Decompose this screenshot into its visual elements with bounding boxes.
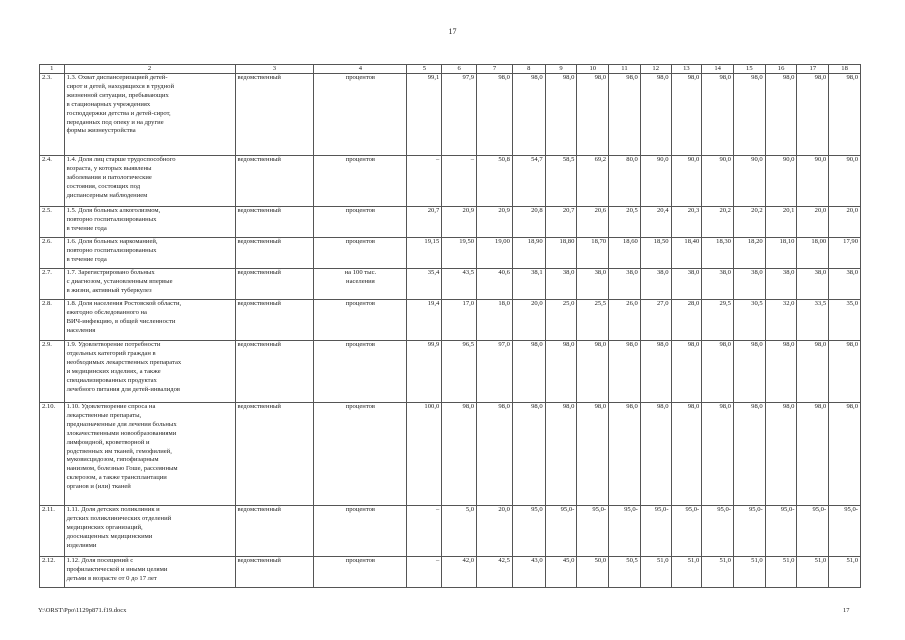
value-cell: 17,90 bbox=[829, 238, 861, 269]
value-cell: 51,0 bbox=[640, 557, 671, 588]
value-cell: 99,1 bbox=[407, 74, 442, 156]
data-source-cell: ведомственный bbox=[235, 269, 314, 300]
unit-cell: процентов bbox=[314, 74, 407, 156]
value-cell: 80,0 bbox=[609, 156, 641, 207]
value-cell: 96,5 bbox=[442, 341, 477, 403]
value-cell: 30,5 bbox=[733, 300, 765, 341]
value-cell: 50,5 bbox=[609, 557, 641, 588]
value-cell: 98,0 bbox=[640, 74, 671, 156]
data-source-cell: ведомственный bbox=[235, 238, 314, 269]
value-cell: 90,0 bbox=[671, 156, 702, 207]
row-number-cell: 2.5. bbox=[40, 207, 65, 238]
table-row bbox=[40, 403, 861, 506]
header-cell: 7 bbox=[477, 65, 513, 74]
value-cell: 18,40 bbox=[671, 238, 702, 269]
value-cell: 20,5 bbox=[609, 207, 641, 238]
data-source-cell: ведомственный bbox=[235, 74, 314, 156]
value-cell: 20,2 bbox=[733, 207, 765, 238]
unit-cell: процентов bbox=[314, 207, 407, 238]
row-number-cell: 2.8. bbox=[40, 300, 65, 341]
value-cell: 18,30 bbox=[702, 238, 734, 269]
indicator-name-cell: 1.9. Удовлетворение потребности отдельных категорий граждан в необходимых лекарственных препаратах и медицинских изделиях, а также специализированных продуктах лечебного питания для детей-инвалидов bbox=[64, 341, 235, 403]
header-row bbox=[40, 65, 861, 74]
value-cell: 98,0 bbox=[545, 74, 577, 156]
header-cell: 17 bbox=[797, 65, 829, 74]
value-cell: 38,0 bbox=[765, 269, 797, 300]
row-number-cell: 2.6. bbox=[40, 238, 65, 269]
value-cell: 19,50 bbox=[442, 238, 477, 269]
page-number-top: 17 bbox=[448, 27, 457, 36]
value-cell: 42,5 bbox=[477, 557, 513, 588]
value-cell: 20,0 bbox=[477, 506, 513, 557]
value-cell: 20,2 bbox=[702, 207, 734, 238]
value-cell: – bbox=[407, 156, 442, 207]
unit-cell: процентов bbox=[314, 300, 407, 341]
value-cell: 38,0 bbox=[640, 269, 671, 300]
value-cell: 35,4 bbox=[407, 269, 442, 300]
header-cell: 9 bbox=[545, 65, 577, 74]
header-cell: 10 bbox=[577, 65, 609, 74]
data-source-cell: ведомственный bbox=[235, 506, 314, 557]
value-cell: 18,50 bbox=[640, 238, 671, 269]
value-cell: 51,0 bbox=[702, 557, 734, 588]
data-source-cell: ведомственный bbox=[235, 300, 314, 341]
value-cell: 90,0 bbox=[733, 156, 765, 207]
value-cell: 38,0 bbox=[797, 269, 829, 300]
value-cell: 18,00 bbox=[797, 238, 829, 269]
value-cell: – bbox=[407, 557, 442, 588]
value-cell: 27,0 bbox=[640, 300, 671, 341]
value-cell: 43,0 bbox=[512, 557, 545, 588]
table-row bbox=[40, 557, 861, 588]
value-cell: 29,5 bbox=[702, 300, 734, 341]
value-cell: 97,0 bbox=[477, 341, 513, 403]
value-cell: 95,0- bbox=[797, 506, 829, 557]
value-cell: 54,7 bbox=[512, 156, 545, 207]
row-number-cell: 2.7. bbox=[40, 269, 65, 300]
value-cell: 18,60 bbox=[609, 238, 641, 269]
value-cell: 98,0 bbox=[477, 403, 513, 506]
unit-cell: процентов bbox=[314, 341, 407, 403]
row-number-cell: 2.9. bbox=[40, 341, 65, 403]
value-cell: 98,0 bbox=[702, 341, 734, 403]
value-cell: 98,0 bbox=[609, 341, 641, 403]
row-number-cell: 2.3. bbox=[40, 74, 65, 156]
value-cell: 51,0 bbox=[797, 557, 829, 588]
value-cell: 18,20 bbox=[733, 238, 765, 269]
value-cell: 38,0 bbox=[609, 269, 641, 300]
value-cell: 95,0- bbox=[829, 506, 861, 557]
header-cell: 16 bbox=[765, 65, 797, 74]
table-row bbox=[40, 300, 861, 341]
value-cell: 18,80 bbox=[545, 238, 577, 269]
value-cell: 38,0 bbox=[829, 269, 861, 300]
value-cell: 38,0 bbox=[671, 269, 702, 300]
header-cell: 13 bbox=[671, 65, 702, 74]
value-cell: 95,0- bbox=[671, 506, 702, 557]
value-cell: 97,9 bbox=[442, 74, 477, 156]
value-cell: 20,0 bbox=[512, 300, 545, 341]
header-cell: 8 bbox=[512, 65, 545, 74]
value-cell: 42,0 bbox=[442, 557, 477, 588]
value-cell: 98,0 bbox=[765, 403, 797, 506]
value-cell: 58,5 bbox=[545, 156, 577, 207]
unit-cell: процентов bbox=[314, 506, 407, 557]
row-number-cell: 2.10. bbox=[40, 403, 65, 506]
value-cell: 19,15 bbox=[407, 238, 442, 269]
header-cell: 12 bbox=[640, 65, 671, 74]
value-cell: 98,0 bbox=[797, 403, 829, 506]
value-cell: – bbox=[407, 506, 442, 557]
indicator-name-cell: 1.10. Удовлетворение спроса на лекарственные препараты, предназначенные для лечения больных злокачественными новообразованиями лимфоидной, кроветворной и родственных им тканей, гемофилией, муковисцидозом, гипофизарным нанизмом, болезнью Гоше, рассеянным склерозом, а также трансплантации органов и (или) тканей bbox=[64, 403, 235, 506]
indicator-name-cell: 1.3. Охват диспансеризацией детей- сирот и детей, находящихся в трудной жизненной ситуации, пребывающих в стационарных учреждениях господдержки детства и детей-сирот, переданных под опеку и на другие формы жизнеустройства bbox=[64, 74, 235, 156]
value-cell: 20,0 bbox=[829, 207, 861, 238]
value-cell: 98,0 bbox=[442, 403, 477, 506]
data-source-cell: ведомственный bbox=[235, 403, 314, 506]
table-row bbox=[40, 269, 861, 300]
table-row bbox=[40, 506, 861, 557]
value-cell: 98,0 bbox=[671, 341, 702, 403]
value-cell: 25,0 bbox=[545, 300, 577, 341]
indicators-table bbox=[39, 64, 861, 588]
row-number-cell: 2.12. bbox=[40, 557, 65, 588]
header-cell: 4 bbox=[314, 65, 407, 74]
data-source-cell: ведомственный bbox=[235, 156, 314, 207]
value-cell: 20,8 bbox=[512, 207, 545, 238]
value-cell: 20,4 bbox=[640, 207, 671, 238]
data-source-cell: ведомственный bbox=[235, 557, 314, 588]
value-cell: 98,0 bbox=[671, 74, 702, 156]
indicator-name-cell: 1.5. Доля больных алкоголизмом, повторно госпитализированных в течение года bbox=[64, 207, 235, 238]
value-cell: 98,0 bbox=[577, 341, 609, 403]
table-row bbox=[40, 238, 861, 269]
unit-cell: процентов bbox=[314, 238, 407, 269]
indicator-name-cell: 1.4. Доля лиц старше трудоспособного возраста, у которых выявлены заболевания и патологические состояния, состоящих под диспансерным наблюдением bbox=[64, 156, 235, 207]
value-cell: 98,0 bbox=[797, 74, 829, 156]
value-cell: 98,0 bbox=[640, 403, 671, 506]
value-cell: 50,0 bbox=[577, 557, 609, 588]
value-cell: 98,0 bbox=[512, 74, 545, 156]
value-cell: 98,0 bbox=[733, 341, 765, 403]
value-cell: 43,5 bbox=[442, 269, 477, 300]
table-row bbox=[40, 156, 861, 207]
table-row bbox=[40, 207, 861, 238]
value-cell: 95,0- bbox=[577, 506, 609, 557]
value-cell: 51,0 bbox=[733, 557, 765, 588]
header-cell: 18 bbox=[829, 65, 861, 74]
value-cell: 90,0 bbox=[829, 156, 861, 207]
row-number-cell: 2.4. bbox=[40, 156, 65, 207]
value-cell: 19,00 bbox=[477, 238, 513, 269]
value-cell: 90,0 bbox=[797, 156, 829, 207]
value-cell: 20,9 bbox=[477, 207, 513, 238]
value-cell: 20,9 bbox=[442, 207, 477, 238]
value-cell: 20,3 bbox=[671, 207, 702, 238]
footer-page-number: 17 bbox=[843, 607, 850, 614]
value-cell: 98,0 bbox=[702, 403, 734, 506]
header-cell: 2 bbox=[64, 65, 235, 74]
indicator-name-cell: 1.12. Доля посещений с профилактической и иными целями детьми в возрасте от 0 до 17 лет bbox=[64, 557, 235, 588]
value-cell: 99,9 bbox=[407, 341, 442, 403]
value-cell: 35,0 bbox=[829, 300, 861, 341]
value-cell: 32,0 bbox=[765, 300, 797, 341]
value-cell: 100,0 bbox=[407, 403, 442, 506]
value-cell: 90,0 bbox=[640, 156, 671, 207]
unit-cell: процентов bbox=[314, 557, 407, 588]
value-cell: 98,0 bbox=[545, 341, 577, 403]
header-cell: 1 bbox=[40, 65, 65, 74]
value-cell: 38,0 bbox=[733, 269, 765, 300]
value-cell: 28,0 bbox=[671, 300, 702, 341]
value-cell: 98,0 bbox=[702, 74, 734, 156]
value-cell: 40,6 bbox=[477, 269, 513, 300]
value-cell: 45,0 bbox=[545, 557, 577, 588]
indicator-name-cell: 1.11. Доля детских поликлиник и детских поликлинических отделений медицинских организаций, дооснащенных медицинскими изделиями bbox=[64, 506, 235, 557]
value-cell: 17,0 bbox=[442, 300, 477, 341]
value-cell: 98,0 bbox=[512, 403, 545, 506]
value-cell: 18,90 bbox=[512, 238, 545, 269]
value-cell: 98,0 bbox=[545, 403, 577, 506]
value-cell: 69,2 bbox=[577, 156, 609, 207]
header-cell: 3 bbox=[235, 65, 314, 74]
value-cell: 90,0 bbox=[765, 156, 797, 207]
value-cell: 95,0- bbox=[733, 506, 765, 557]
value-cell: – bbox=[442, 156, 477, 207]
value-cell: 38,0 bbox=[545, 269, 577, 300]
header-cell: 14 bbox=[702, 65, 734, 74]
value-cell: 95,0- bbox=[640, 506, 671, 557]
value-cell: 20,7 bbox=[545, 207, 577, 238]
value-cell: 95,0- bbox=[609, 506, 641, 557]
value-cell: 98,0 bbox=[609, 74, 641, 156]
row-number-cell: 2.11. bbox=[40, 506, 65, 557]
footer-file-path: Y:\ORST\Ppo\1129p871.f19.docx bbox=[38, 607, 127, 614]
value-cell: 20,1 bbox=[765, 207, 797, 238]
value-cell: 18,0 bbox=[477, 300, 513, 341]
value-cell: 95,0- bbox=[702, 506, 734, 557]
header-cell: 5 bbox=[407, 65, 442, 74]
value-cell: 20,7 bbox=[407, 207, 442, 238]
value-cell: 95,0- bbox=[765, 506, 797, 557]
value-cell: 98,0 bbox=[512, 341, 545, 403]
header-cell: 6 bbox=[442, 65, 477, 74]
table-row bbox=[40, 74, 861, 156]
value-cell: 50,8 bbox=[477, 156, 513, 207]
value-cell: 98,0 bbox=[477, 74, 513, 156]
indicator-name-cell: 1.6. Доля больных наркоманией, повторно госпитализированных в течение года bbox=[64, 238, 235, 269]
value-cell: 5,0 bbox=[442, 506, 477, 557]
value-cell: 18,70 bbox=[577, 238, 609, 269]
table-row bbox=[40, 341, 861, 403]
value-cell: 20,6 bbox=[577, 207, 609, 238]
value-cell: 38,0 bbox=[702, 269, 734, 300]
value-cell: 90,0 bbox=[702, 156, 734, 207]
header-cell: 15 bbox=[733, 65, 765, 74]
value-cell: 98,0 bbox=[733, 403, 765, 506]
indicator-name-cell: 1.7. Зарегистрировано больных с диагнозом, установленным впервые в жизни, активный туберкулез bbox=[64, 269, 235, 300]
value-cell: 38,0 bbox=[577, 269, 609, 300]
value-cell: 38,1 bbox=[512, 269, 545, 300]
unit-cell: процентов bbox=[314, 403, 407, 506]
value-cell: 33,5 bbox=[797, 300, 829, 341]
value-cell: 26,0 bbox=[609, 300, 641, 341]
value-cell: 98,0 bbox=[765, 341, 797, 403]
value-cell: 95,0- bbox=[545, 506, 577, 557]
value-cell: 18,10 bbox=[765, 238, 797, 269]
value-cell: 51,0 bbox=[829, 557, 861, 588]
value-cell: 98,0 bbox=[577, 403, 609, 506]
value-cell: 98,0 bbox=[671, 403, 702, 506]
value-cell: 20,0 bbox=[797, 207, 829, 238]
value-cell: 51,0 bbox=[765, 557, 797, 588]
value-cell: 98,0 bbox=[609, 403, 641, 506]
value-cell: 51,0 bbox=[671, 557, 702, 588]
data-source-cell: ведомственный bbox=[235, 207, 314, 238]
value-cell: 98,0 bbox=[829, 341, 861, 403]
value-cell: 95,0 bbox=[512, 506, 545, 557]
value-cell: 98,0 bbox=[797, 341, 829, 403]
header-cell: 11 bbox=[609, 65, 641, 74]
unit-cell: на 100 тыс. населения bbox=[314, 269, 407, 300]
value-cell: 98,0 bbox=[829, 74, 861, 156]
value-cell: 25,5 bbox=[577, 300, 609, 341]
value-cell: 98,0 bbox=[640, 341, 671, 403]
value-cell: 98,0 bbox=[829, 403, 861, 506]
data-source-cell: ведомственный bbox=[235, 341, 314, 403]
value-cell: 98,0 bbox=[733, 74, 765, 156]
unit-cell: процентов bbox=[314, 156, 407, 207]
value-cell: 98,0 bbox=[765, 74, 797, 156]
value-cell: 98,0 bbox=[577, 74, 609, 156]
value-cell: 19,4 bbox=[407, 300, 442, 341]
indicator-name-cell: 1.8. Доля населения Ростовской области, ежегодно обследованного на ВИЧ-инфекцию, в общей численности населения bbox=[64, 300, 235, 341]
